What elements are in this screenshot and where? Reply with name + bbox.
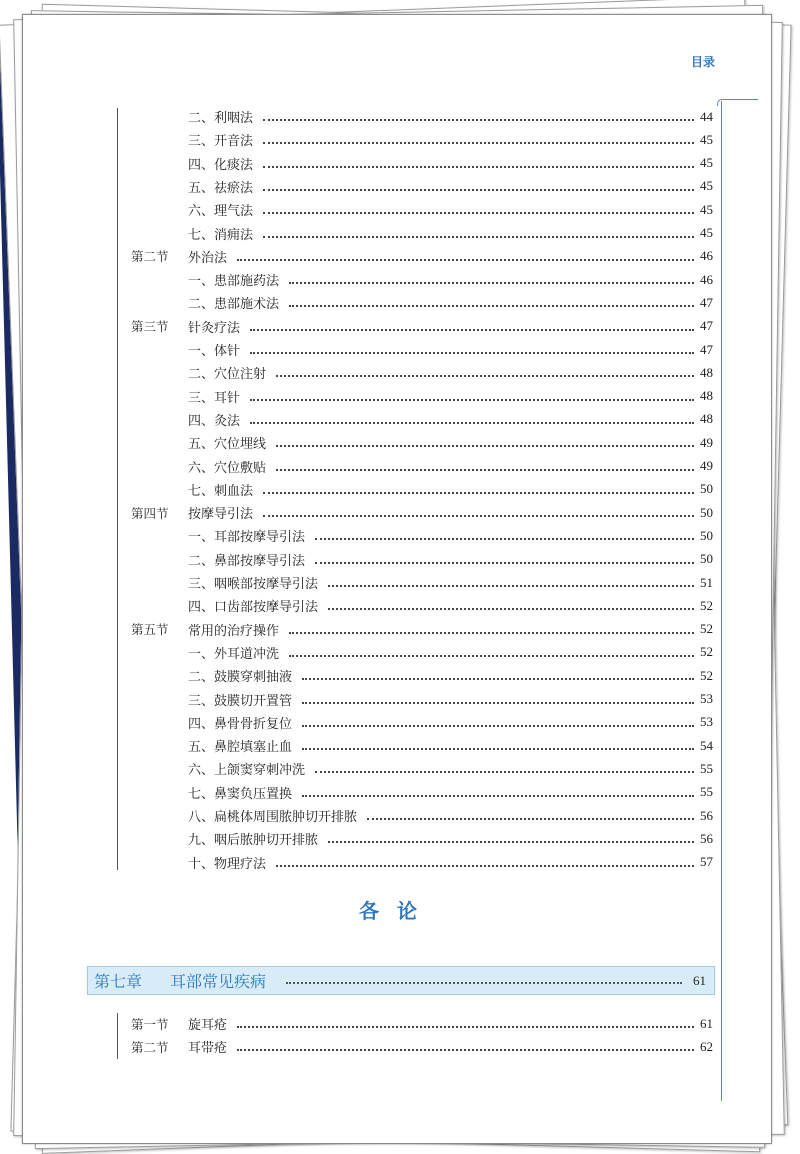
page-number: 55 bbox=[700, 760, 713, 776]
leader-dots bbox=[328, 585, 694, 587]
page-number: 45 bbox=[700, 155, 713, 171]
page-number: 52 bbox=[700, 644, 713, 660]
chapter-page: 61 bbox=[693, 972, 706, 988]
toc-entry[interactable] bbox=[23, 688, 771, 711]
leader-dots bbox=[367, 818, 694, 820]
entry-title: 四、口齿部按摩导引法 bbox=[188, 600, 319, 616]
entry-title: 二、患部施术法 bbox=[188, 297, 280, 313]
entry-title: 三、开音法 bbox=[188, 134, 254, 150]
leader-dots bbox=[237, 259, 694, 261]
leader-dots bbox=[237, 1026, 694, 1028]
page-number: 45 bbox=[700, 201, 713, 217]
entry-title: 九、咽后脓肿切开排脓 bbox=[188, 833, 319, 849]
leader-dots bbox=[315, 771, 694, 773]
leader-dots bbox=[263, 515, 694, 517]
running-header: 目录 bbox=[691, 55, 716, 69]
entry-title: 十、物理疗法 bbox=[188, 856, 267, 872]
leader-dots bbox=[250, 352, 694, 354]
leader-dots bbox=[263, 189, 694, 191]
toc-entry[interactable] bbox=[23, 734, 771, 757]
section-number: 第五节 bbox=[131, 622, 169, 638]
page-number: 52 bbox=[700, 597, 713, 613]
toc-entry[interactable] bbox=[23, 641, 771, 664]
page-number: 50 bbox=[700, 481, 713, 497]
toc-entry[interactable] bbox=[23, 152, 771, 175]
leader-dots bbox=[263, 119, 694, 121]
toc-entry[interactable] bbox=[23, 455, 771, 478]
page-number: 47 bbox=[700, 318, 713, 334]
toc-entry[interactable] bbox=[23, 827, 771, 850]
page-number: 46 bbox=[700, 248, 713, 264]
leader-dots bbox=[263, 236, 694, 238]
entry-title: 二、鼻部按摩导引法 bbox=[188, 553, 306, 569]
leader-dots bbox=[276, 375, 694, 377]
toc-entry[interactable] bbox=[23, 245, 771, 268]
page-number: 56 bbox=[700, 807, 713, 823]
chapter-title: 耳部常见疾病 bbox=[170, 972, 267, 991]
entry-title: 三、咽喉部按摩导引法 bbox=[188, 577, 319, 592]
page-number: 49 bbox=[700, 434, 713, 450]
entry-title: 二、穴位注射 bbox=[188, 367, 267, 383]
leader-dots bbox=[276, 469, 694, 471]
leader-dots bbox=[302, 725, 694, 727]
leader-dots bbox=[328, 841, 694, 843]
section-number: 第四节 bbox=[131, 505, 169, 521]
toc-entry[interactable] bbox=[23, 408, 771, 431]
toc-entry[interactable] bbox=[23, 385, 771, 408]
entry-title: 六、穴位敷贴 bbox=[188, 460, 267, 476]
entry-title: 一、外耳道冲洗 bbox=[188, 646, 280, 662]
entry-title: 四、灸法 bbox=[188, 413, 241, 429]
page-number: 50 bbox=[700, 551, 713, 567]
entry-title: 五、鼻腔填塞止血 bbox=[188, 740, 293, 756]
entry-title: 二、利咽法 bbox=[188, 111, 254, 126]
part-title: 各论 bbox=[359, 899, 435, 923]
toc-entry[interactable] bbox=[23, 338, 771, 361]
page-number: 45 bbox=[700, 131, 713, 147]
page-number: 46 bbox=[700, 271, 713, 287]
entry-title: 三、耳针 bbox=[188, 390, 241, 406]
toc-entry[interactable] bbox=[23, 757, 771, 780]
page-number: 52 bbox=[700, 667, 713, 683]
leader-dots bbox=[302, 795, 694, 797]
page-number: 50 bbox=[700, 504, 713, 520]
toc-entry[interactable] bbox=[23, 781, 771, 804]
page-number: 62 bbox=[700, 1038, 713, 1054]
toc-entry[interactable] bbox=[23, 478, 771, 501]
page-number: 53 bbox=[700, 714, 713, 730]
page-number: 53 bbox=[700, 691, 713, 706]
toc-entry[interactable] bbox=[23, 618, 771, 641]
section-number: 第一节 bbox=[131, 1016, 169, 1032]
page-number: 55 bbox=[700, 784, 713, 800]
toc-entry[interactable] bbox=[23, 361, 771, 384]
page-number: 61 bbox=[700, 1015, 713, 1031]
leader-dots bbox=[302, 748, 694, 750]
section-number: 第三节 bbox=[131, 319, 169, 335]
page-number: 48 bbox=[700, 388, 713, 404]
leader-dots bbox=[302, 702, 694, 704]
page-number: 54 bbox=[700, 737, 713, 753]
toc-entry[interactable] bbox=[23, 664, 771, 687]
entry-title: 六、上颌窦穿刺冲洗 bbox=[188, 763, 306, 779]
entry-title: 一、患部施药法 bbox=[188, 274, 280, 290]
toc-entry[interactable] bbox=[23, 1035, 771, 1058]
toc-entry[interactable] bbox=[23, 571, 771, 594]
page-number: 52 bbox=[700, 621, 713, 637]
leader-dots bbox=[302, 678, 694, 680]
page-number: 47 bbox=[700, 341, 713, 357]
page-number: 48 bbox=[700, 411, 713, 427]
entry-title: 常用的治疗操作 bbox=[188, 623, 280, 639]
toc-entry[interactable] bbox=[23, 548, 771, 571]
leader-dots bbox=[315, 538, 694, 540]
toc-entry[interactable] bbox=[23, 128, 771, 151]
leader-dots bbox=[250, 399, 694, 401]
toc-entry[interactable] bbox=[23, 1012, 771, 1035]
page-number: 44 bbox=[700, 108, 713, 124]
page-number: 48 bbox=[700, 364, 713, 380]
toc-entry[interactable] bbox=[23, 268, 771, 291]
leader-dots bbox=[263, 142, 694, 144]
entry-title: 一、体针 bbox=[188, 344, 241, 359]
chapter-heading[interactable] bbox=[87, 966, 715, 995]
entry-title: 四、鼻骨骨折复位 bbox=[188, 716, 293, 732]
entry-title: 八、扁桃体周围脓肿切开排脓 bbox=[188, 810, 358, 825]
toc-entry[interactable] bbox=[23, 175, 771, 198]
toc-entry[interactable] bbox=[23, 315, 771, 338]
toc-entry[interactable] bbox=[23, 524, 771, 547]
chapter-number: 第七章 bbox=[94, 972, 143, 991]
leader-dots bbox=[237, 1049, 694, 1051]
entry-title: 四、化痰法 bbox=[188, 157, 254, 173]
leader-dots bbox=[289, 655, 694, 657]
leader-dots bbox=[263, 492, 694, 494]
toc-entry[interactable] bbox=[23, 198, 771, 221]
toc-entry[interactable] bbox=[23, 222, 771, 245]
leader-dots bbox=[263, 166, 694, 168]
leader-dots bbox=[328, 608, 694, 610]
entry-title: 旋耳疮 bbox=[188, 1018, 228, 1033]
toc-entry[interactable] bbox=[23, 291, 771, 314]
entry-title: 七、消痈法 bbox=[188, 227, 254, 243]
leader-dots bbox=[286, 982, 682, 984]
toc-entry[interactable] bbox=[23, 851, 771, 874]
toc-entry[interactable] bbox=[23, 105, 771, 128]
page-number: 45 bbox=[700, 178, 713, 194]
leader-dots bbox=[250, 422, 694, 424]
entry-title: 六、理气法 bbox=[188, 204, 254, 220]
leader-dots bbox=[289, 632, 694, 634]
page-number: 49 bbox=[700, 458, 713, 473]
toc-entry[interactable] bbox=[23, 804, 771, 827]
leader-dots bbox=[263, 212, 694, 214]
section-number: 第二节 bbox=[131, 249, 169, 265]
page-number: 57 bbox=[700, 854, 713, 870]
leader-dots bbox=[276, 445, 694, 447]
toc-entry[interactable] bbox=[23, 501, 771, 524]
page-number: 51 bbox=[700, 574, 713, 590]
entry-title: 耳带疮 bbox=[188, 1041, 228, 1057]
entry-title: 五、祛瘀法 bbox=[188, 180, 254, 196]
entry-title: 针灸疗法 bbox=[188, 320, 241, 336]
leader-dots bbox=[250, 329, 694, 331]
entry-title: 三、鼓膜切开置管 bbox=[188, 693, 293, 709]
leader-dots bbox=[289, 305, 694, 307]
page-number: 56 bbox=[700, 830, 713, 846]
entry-title: 七、刺血法 bbox=[188, 483, 254, 499]
toc-entry[interactable] bbox=[23, 431, 771, 454]
entry-title: 七、鼻窦负压置换 bbox=[188, 786, 293, 802]
entry-title: 一、耳部按摩导引法 bbox=[188, 530, 306, 546]
page-number: 50 bbox=[700, 527, 713, 543]
section-number: 第二节 bbox=[131, 1039, 169, 1055]
leader-dots bbox=[276, 865, 694, 867]
entry-title: 按摩导引法 bbox=[188, 507, 254, 523]
toc-entry[interactable] bbox=[23, 711, 771, 734]
toc-page bbox=[22, 14, 772, 1144]
leader-dots bbox=[289, 282, 694, 284]
leader-dots bbox=[315, 562, 694, 564]
page-number: 45 bbox=[700, 225, 713, 240]
entry-title: 五、穴位埋线 bbox=[188, 437, 267, 453]
entry-title: 二、鼓膜穿刺抽液 bbox=[188, 670, 293, 686]
page-number: 47 bbox=[700, 294, 713, 310]
toc-entry[interactable] bbox=[23, 594, 771, 617]
entry-title: 外治法 bbox=[188, 250, 228, 266]
